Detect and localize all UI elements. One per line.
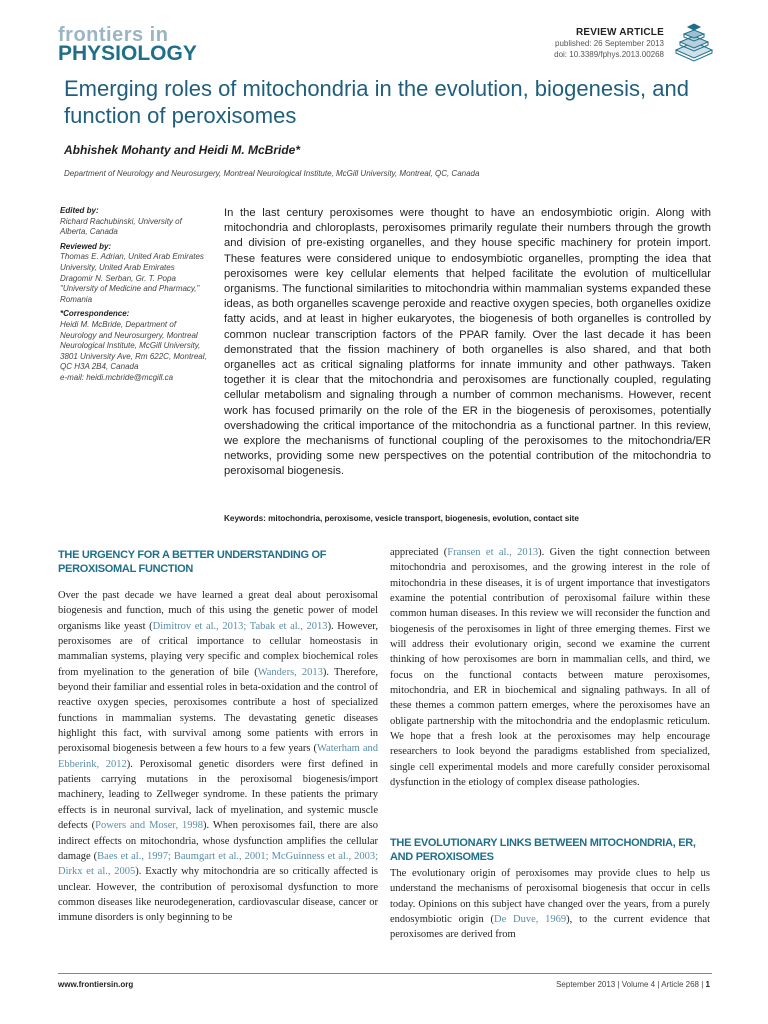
page-number: 1 [705, 980, 710, 989]
body-text: ). Therefore, beyond their familiar and essential roles in beta-oxidation and the control of reactive oxygen species, peroxisomes contribute a host of specialized functions in mammalian systems. The devastating genetic diseases highlight this fact, with survival among some patients with errors in peroxisomal biogenesis between a few hours to a few years ( [58, 666, 378, 755]
footer-issue: September 2013 | Volume 4 | Article 268 | [556, 980, 704, 989]
published-date: published: 26 September 2013 [555, 39, 664, 48]
footer-website[interactable]: www.frontiersin.org [58, 980, 134, 989]
footer-divider [58, 973, 712, 974]
citation-link[interactable]: Fransen et al., 2013 [447, 547, 539, 558]
body-text: The evolutionary origin of peroxisomes may provide clues to help us understand the mechanisms of peroxisomal biogenesis that occur in cells today. Opinions on this subject have changed over the years, from a purely endosymbiotic origin ( [390, 868, 710, 926]
citation-link[interactable]: Wanders, 2013 [257, 666, 323, 678]
citation-link[interactable]: Waterham and Ebberink, 2012 [58, 743, 378, 770]
body-paragraph-right [390, 545, 710, 791]
body-paragraph-evolution [390, 866, 710, 943]
body-text: appreciated ( [390, 547, 448, 558]
citation-link[interactable]: De Duve, 1969 [493, 914, 567, 926]
reviewer-1: Thomas E. Adrian, United Arab Emirates University, United Arab Emirates [60, 252, 204, 272]
keywords-list: mitochondria, peroxisome, vesicle transport, biogenesis, evolution, contact site [268, 514, 579, 523]
footer-issue-info [556, 980, 710, 989]
section-heading-urgency: THE URGENCY FOR A BETTER UNDERSTANDING OF PEROXISOMAL FUNCTION [58, 549, 327, 575]
keywords [224, 514, 579, 523]
body-text: ). However, peroxisomes are of critical importance to cellular homeostasis in mammalian systems, playing very specific and complex biochemical roles from myelination to the generation of bile ( [58, 620, 378, 678]
authors: Abhishek Mohanty and Heidi M. McBride* [64, 143, 301, 157]
body-text: ). Given the tight connection between mitochondria and peroxisomes, and the growing interest in the role of mitochondria in these diseases, it is of urgent importance that investigators examine the potential contribution of peroxisomal failure within these common human diseases. In this review we will reconsider the function and biogenesis of the peroxisomes in light of three emerging themes. First we will address their evolutionary origin, second we examine the current thinking of how peroxisomes are born in mammalian cells, and third, we focus on the functional contacts between mature peroxisomes, mitochondria, and ER in biochemical and signaling pathways. In all of these themes a common pattern emerges, where the peroxisomes have an obligate partnership with the mitochondria and the endoplasmic reticulum. We hope that a fresh look at the peroxisomes may help encourage researchers to look beyond the paradigms established from specialized, single cell experimental models and more carefully consider peroxisomal dysfunction in the etiology of complex disease pathologies. [390, 547, 710, 789]
reviewer-2: Dragomir N. Serban, Gr. T. Popa "University of Medicine and Pharmacy," Romania [60, 273, 200, 304]
article-meta [554, 27, 664, 60]
correspondence-label: *Correspondence: [60, 309, 130, 319]
keywords-label: Keywords: [224, 514, 266, 523]
correspondence: Heidi M. McBride, Department of Neurology and Neurosurgery, Montreal Neurological Institute, McGill University, 3801 University Ave, Rm 622C, Montreal, QC H3A 2B4, Canada [60, 319, 207, 372]
edited-by-label: Edited by: [60, 206, 99, 215]
affiliation: Department of Neurology and Neurosurgery, Montreal Neurological Institute, McGill University, Montreal, QC, Canada [64, 169, 480, 178]
body-text: ), to the current evidence that peroxisomes are derived from [390, 914, 710, 941]
body-text: ). Exactly why mitochondria are so critically affected is unclear. However, the contribution of peroxisomal dysfunction to more common diseases like neurodegeneration, cardiovascular disease, cancer or immune disorders is only beginning to be [58, 866, 379, 924]
journal-logo-line2: PHYSIOLOGY [58, 42, 197, 65]
article-type: REVIEW ARTICLE [576, 27, 664, 38]
editorial-sidebar [60, 206, 210, 384]
correspondence-email[interactable]: e-mail: heidi.mcbride@mcgill.ca [60, 372, 174, 382]
section-heading-evolution: THE EVOLUTIONARY LINKS BETWEEN MITOCHONDRIA, ER, AND PEROXISOMES [390, 837, 696, 863]
doi: doi: 10.3389/fphys.2013.00268 [554, 50, 664, 59]
citation-link[interactable]: Baes et al., 1997; Baumgart et al., 2001; McGuinness et al., 2003; Dirkx et al., 2005 [58, 850, 378, 878]
citation-link[interactable]: Dimitrov et al., 2013; Tabak et al., 2013 [152, 620, 328, 632]
citation-link[interactable]: Powers and Moser, 1998 [95, 820, 204, 832]
journal-logo [58, 26, 197, 64]
journal-logo-line1: frontiers in [58, 24, 169, 46]
body-text: ). When peroxisomes fail, there are also indirect effects on mitochondria, whose dysfunction amplifies the cellular damage ( [58, 820, 378, 862]
body-text: ). Peroxisomal genetic disorders were first defined in patients carrying mutations in the peroxisomal biogenesis/import machinery, leading to Zellweger syndrome. In these patients the primary effects is in neuronal survival, lack of myelination, and systemic muscle defects ( [58, 758, 378, 832]
body-text: Over the past decade we have learned a great deal about peroxisomal biogenesis and function, much of this using the genetic power of model organisms like yeast ( [58, 590, 378, 632]
abstract: In the last century peroxisomes were thought to have an endosymbiotic origin. Along with mitochondria and chloroplasts, peroxisomes primarily regulate their numbers through the growth and division of pre-existing organelles, and they house specific machinery for protein import. These features were considered unique to endosymbiotic organelles, prompting the idea that peroxisomes were key cellular elements that helped facilitate the evolution of multicellular organisms. The functional similarities to mitochondria within mammalian systems expanded these ideas, as both organelles scavenge peroxide and reactive oxygen species, both organelles oxidize fatty acids, and at least in higher eukaryotes, the biogenesis of both organelles is controlled by common nuclear transcription factors of the PPAR family. Over the last decade it has been demonstrated that the fission machinery of both organelles is also shared, and that both organelles act as critical signaling platforms for innate immunity and other pathways. Taken together it is clear that the mitochondria and peroxisomes are functionally coupled, regulating cellular metabolism and signaling through a number of common mechanisms. However, recent work has focused primarily on the role of the ER in the biogenesis of peroxisomes, potentially overshadowing the critical importance of the mitochondria as a functional partner. In this review, we explore the mechanisms of functional coupling of the peroxisomes to the mitochondria/ER networks, providing some new perspectives on the potential contribution of the mitochondria to peroxisomal biogenesis. [224, 207, 711, 478]
reviewed-by-label: Reviewed by: [60, 241, 112, 251]
article-title: Emerging roles of mitochondria in the evolution, biogenesis, and function of peroxisomes [64, 76, 689, 128]
edited-by: Richard Rachubinski, University of Alberta, Canada [60, 216, 182, 237]
body-paragraph-left [58, 588, 378, 926]
stack-icon [672, 20, 716, 62]
